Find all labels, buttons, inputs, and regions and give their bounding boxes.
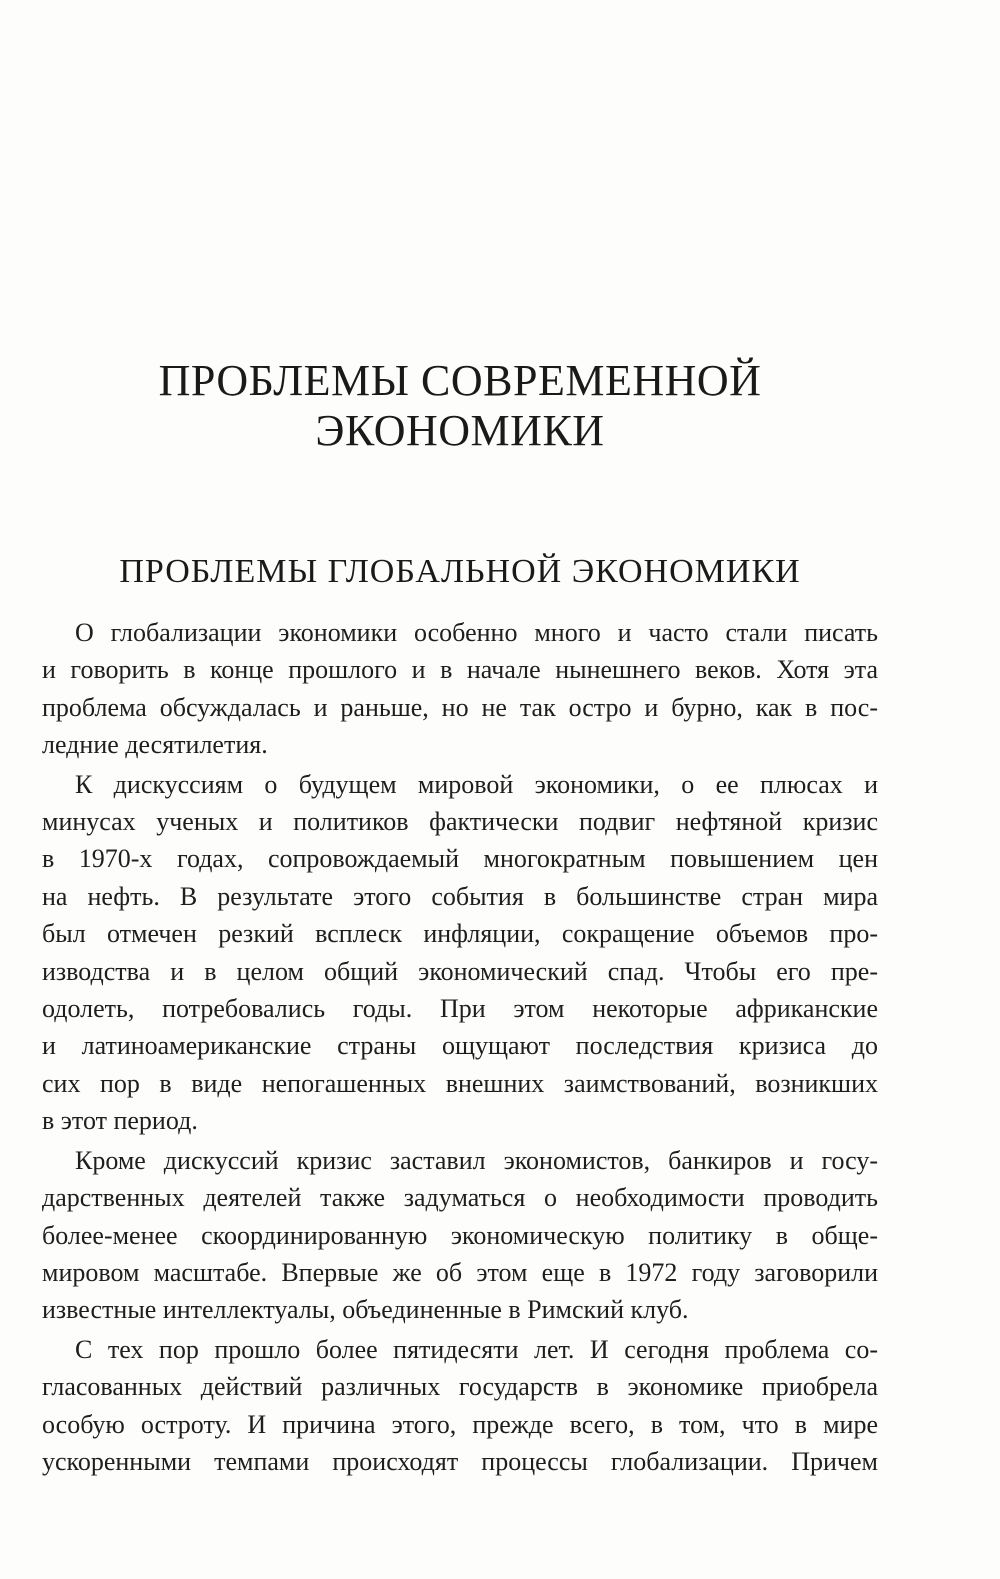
text-line: известные интеллектуалы, объединенные в Римский клуб. [42,1295,689,1325]
text-line: С тех пор прошло более пятидесяти лет. И сегодня проблема со- [75,1334,878,1364]
text-line: изводства и в целом общий экономический спад. Чтобы его пре- [42,956,878,986]
text-line: минусах ученых и политиков фактически подвиг нефтяной кризис [42,807,878,837]
text-line: О глобализации экономики особенно много и часто стали писать [75,618,878,647]
paragraph [42,614,878,764]
text-line: дарственных деятелей также задуматься о необходимости проводить [42,1183,878,1213]
text-line: в этот период. [42,1106,198,1136]
text-line: более-менее скоординированную экономическую политику в обще- [42,1220,878,1250]
chapter-title [42,356,878,456]
section-title: ПРОБЛЕМЫ ГЛОБАЛЬНОЙ ЭКОНОМИКИ [119,553,801,590]
paragraph [42,766,878,1140]
text-line: и латиноамериканские страны ощущают последствия кризиса до [42,1031,878,1061]
body-text [42,614,878,1480]
text-line: особую остроту. И причина этого, прежде всего, в том, что в мире [42,1409,878,1439]
text-line: мировом масштабе. Впервые же об этом еще в 1972 году заговорили [42,1257,878,1287]
text-line: в 1970-х годах, сопровождаемый многократным повышением цен [42,844,878,874]
text-line: ускоренными темпами происходят процессы глобализации. Причем [42,1446,878,1476]
text-line: сих пор в виде непогашенных внешних заимствований, возникших [42,1068,878,1098]
text-line: ледние десятилетия. [42,730,268,760]
text-line: был отмечен резкий всплеск инфляции, сокращение объемов про- [42,919,878,949]
text-line: на нефть. В результате этого события в большинстве стран мира [42,881,878,911]
text-line: гласованных действий различных государств в экономике приобрела [42,1372,878,1402]
text-line: Кроме дискуссий кризис заставил экономистов, банкиров и госу- [75,1145,878,1175]
text-line: и говорить в конце прошлого и в начале нынешнего веков. Хотя эта [42,655,878,685]
chapter-title-line: ЭКОНОМИКИ [315,406,605,455]
text-line: проблема обсуждалась и раньше, но не так остро и бурно, как в пос- [42,692,878,722]
text-line: одолеть, потребовались годы. При этом некоторые африканские [42,994,878,1024]
paragraph [42,1331,878,1481]
paragraph [42,1142,878,1329]
chapter-title-line: ПРОБЛЕМЫ СОВРЕМЕННОЙ [158,356,762,405]
text-line: К дискуссиям о будущем мировой экономики, о ее плюсах и [75,769,878,799]
